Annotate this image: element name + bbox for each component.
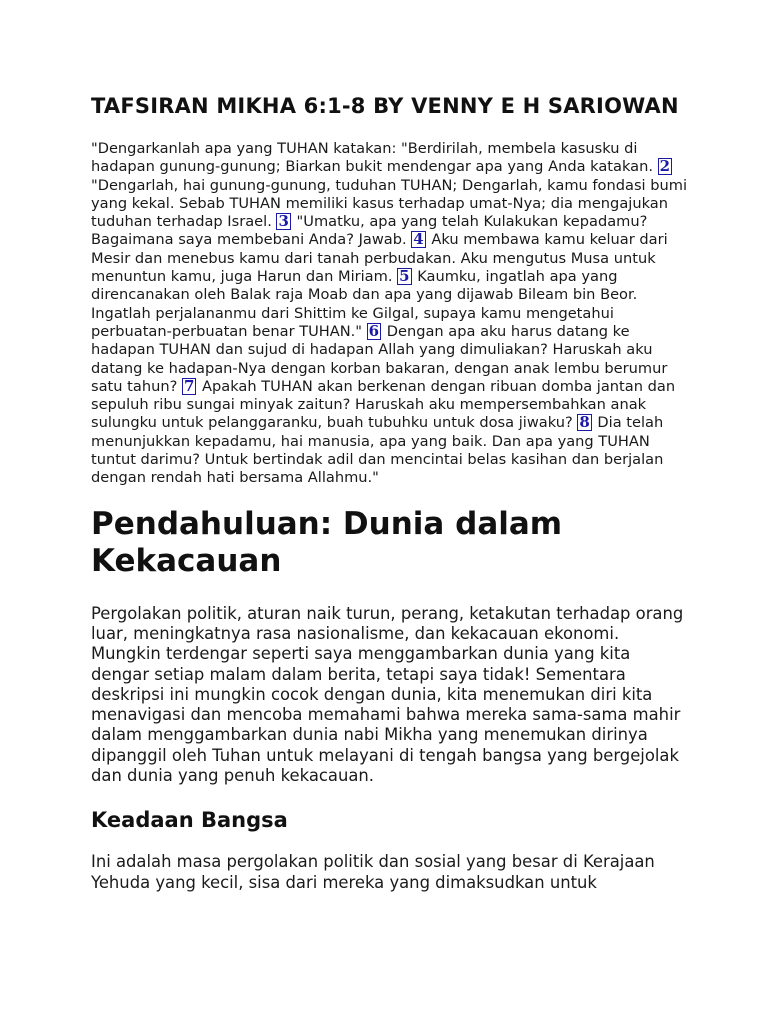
scripture-text: "Dengarlah, hai gunung-gunung, tuduhan TUHAN; Dengarlah, kamu fondasi bumi yang kekal. Sebab TUHAN memiliki kasus terhadap umat-Nya; dia mengajukan tuduhan terhadap Israel. bbox=[91, 176, 688, 231]
scripture-text: Aku membawa kamu keluar dari Mesir dan menebus kamu dari tanah perbudakan. Aku mengutus Musa untuk menuntun kamu, juga Harun dan Miriam. bbox=[91, 231, 668, 286]
verse-link-6[interactable]: 6 bbox=[368, 321, 380, 340]
verse-link-5[interactable]: 5 bbox=[399, 267, 410, 286]
document-title: TAFSIRAN MIKHA 6:1-8 BY VENNY E H SARIOWAN bbox=[91, 94, 679, 118]
verse-link-3[interactable]: 3 bbox=[278, 212, 289, 231]
scripture-text: Dia telah menunjukkan kepadamu, hai manusia, apa yang baik. Dan apa yang TUHAN tuntut darimu? Untuk bertindak adil dan mencintai belas kasihan dan berjalan dengan rendah hati bersama Allahmu." bbox=[91, 414, 664, 487]
intro-heading: Pendahuluan: Dunia dalam Kekacauan bbox=[91, 505, 563, 579]
verse-link-2[interactable]: 2 bbox=[659, 157, 671, 176]
intro-paragraph: Pergolakan politik, aturan naik turun, perang, ketakutan terhadap orang luar, meningkatnya rasa nasionalisme, dan kekacauan ekonomi. Mungkin terdengar seperti saya menggambarkan dunia yang kita dengar setiap malam dalam berita, tetapi saya tidak! Sementara deskripsi ini mungkin cocok dengan dunia, kita menemukan diri kita menavigasi dan mencoba memahami bahwa mereka sama-sama mahir dalam menggambarkan dunia nabi Mikha yang menemukan dirinya dipanggil oleh Tuhan untuk melayani di tengah bangsa yang bergejolak dan dunia yang penuh kekacauan. bbox=[91, 603, 684, 786]
document-page bbox=[91, 92, 691, 893]
scripture-passage bbox=[91, 140, 691, 488]
scripture-text: Kaumku, ingatlah apa yang direncanakan oleh Balak raja Moab dan apa yang dijawab Bileam bin Beor. Ingatlah perjalananmu dari Shittim ke Gilgal, supaya kamu mengetahui perbuatan-perbuatan benar TUHAN." bbox=[91, 268, 638, 340]
verse-link-7[interactable]: 7 bbox=[183, 376, 195, 395]
verse-link-4[interactable]: 4 bbox=[413, 230, 424, 249]
scripture-text: "Umatku, apa yang telah Kulakukan kepadamu? Bagaimana saya membebani Anda? Jawab. bbox=[91, 213, 648, 249]
section-paragraph: Ini adalah masa pergolakan politik dan sosial yang besar di Kerajaan Yehuda yang kecil, sisa dari mereka yang dimaksudkan untuk bbox=[91, 852, 655, 892]
section-heading: Keadaan Bangsa bbox=[91, 808, 288, 833]
scripture-text: Apakah TUHAN akan berkenan dengan ribuan domba jantan dan sepuluh ribu sungai minyak zaitun? Haruskah aku mempersembahkan anak sulungku untuk pelanggaranku, buah tubuhku untuk dosa jiwaku? bbox=[91, 377, 676, 432]
scripture-text: Dengan apa aku harus datang ke hadapan TUHAN dan sujud di hadapan Allah yang dimuliakan? Haruskah aku datang ke hadapan-Nya dengan korban bakaran, dengan anak lembu berumur satu tahun? bbox=[91, 322, 668, 395]
verse-link-8[interactable]: 8 bbox=[579, 413, 590, 432]
scripture-text: "Dengarkanlah apa yang TUHAN katakan: "Berdirilah, membela kasusku di hadapan gunung-gunung; Biarkan bukit mendengar apa yang Anda katakan. bbox=[91, 140, 658, 176]
